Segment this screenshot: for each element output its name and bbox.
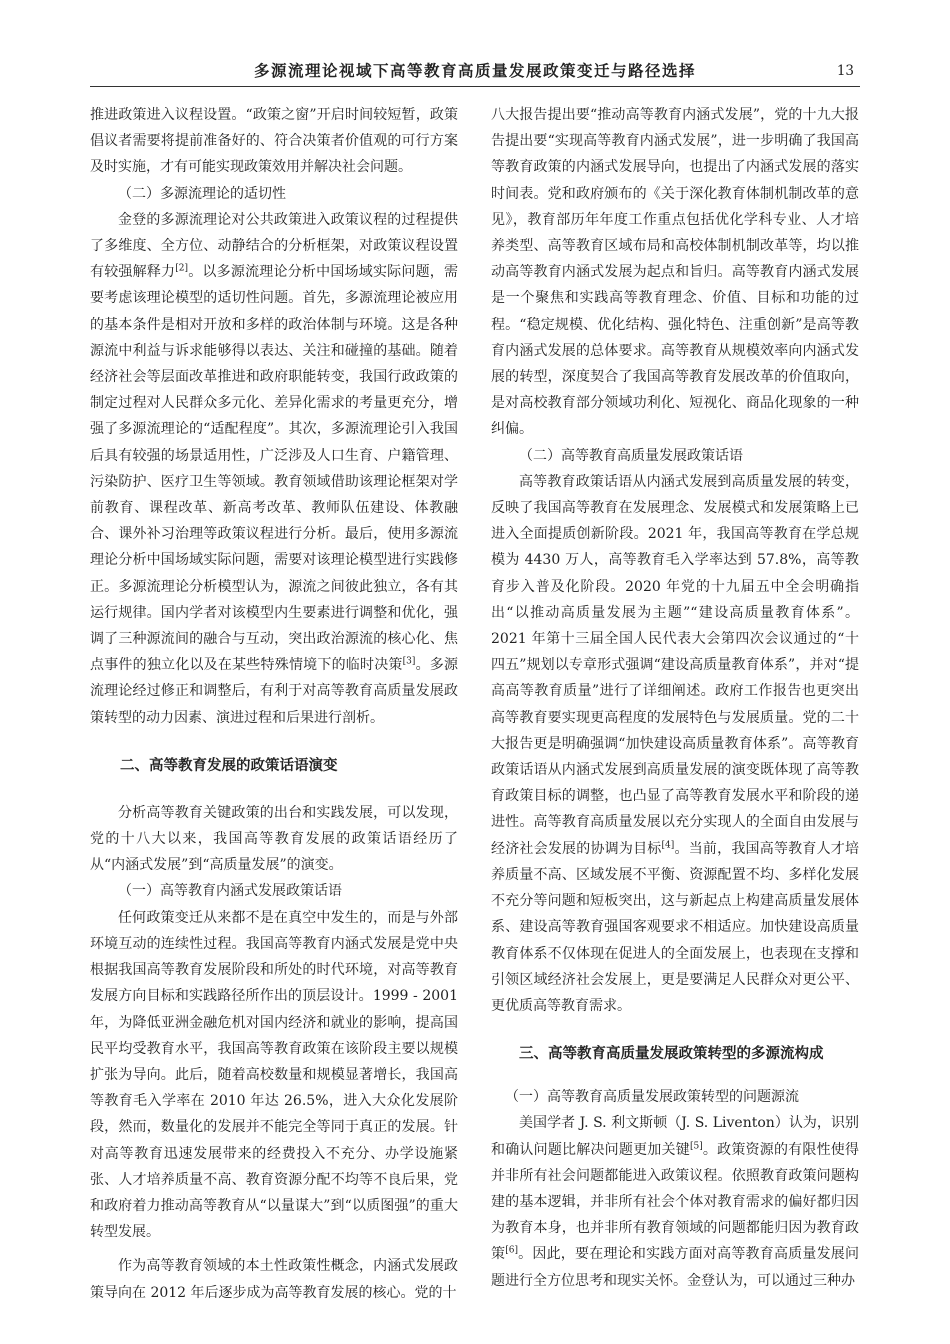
paragraph-text: 。多源流理论经过修正和调整后，有利于对高等教育高质量发展政策转型的动力因素、演进过程和后果进行剖析。 xyxy=(90,657,459,726)
paragraph: 推进政策进入议程设置。“政策之窗”开启时间较短暂，政策倡议者需要将提前准备好的、符合决策者价值观的可行方案及时实施，才有可能实现政策效用并解决社会问题。 xyxy=(90,107,458,176)
subsection-heading: （一）高等教育高质量发展政策转型的问题源流 xyxy=(505,1089,799,1106)
subsection-heading: （一）高等教育内涵式发展政策话语 xyxy=(118,883,342,900)
section-heading: 三、高等教育高质量发展政策转型的多源流构成 xyxy=(519,1046,824,1063)
paragraph xyxy=(491,1110,859,1293)
page-number: 13 xyxy=(836,63,854,79)
paragraph-text: 。以多源流理论分析中国场域实际问题，需要考虑该理论模型的适切性问题。首先，多源流理论被应用的基本条件是相对开放和多样的政治体制与环境。这是各种源流中利益与诉求能够得以表达、关注和碰撞的基础。随着经济社会等层面改革推进和政府职能转变，我国行政政策的制定过程对人民群众多元化、差异化需求的考量更充分，增强了多源流理论的“适配程度”。其次，多源流理论引入我国后具有较强的场景适用性，广泛涉及人口生育、户籍管理、污染防护、医疗卫生等领域。教育领域借助该理论框架对学前教育、课程改革、新高考改革、教师队伍建设、体教融合、课外补习治理等政策议程进行分析。最后，使用多源流理论分析中国场域实际问题，需要对该理论模型进行实践修正。多源流理论分析模型认为，源流之间彼此独立，各有其运行规律。国内学者对该模型内生要素进行调整和优化，强调了三种源流间的融合与互动，突出政治源流的核心化、焦点事件的独立化以及在某些特殊情境下的临时决策 xyxy=(90,264,459,674)
left-column xyxy=(90,102,458,1306)
running-title: 多源流理论视域下高等教育高质量发展政策变迁与路径选择 xyxy=(253,61,696,80)
paragraph xyxy=(90,207,458,731)
paragraph-text: 美国学者 J. S. 利文斯顿（J. S. Liventon）认为，识别和确认问题比解决问题更加关键 xyxy=(491,1115,859,1158)
citation-ref: [2] xyxy=(175,263,189,274)
paragraph: 作为高等教育领域的本土性政策性概念，内涵式发展政策导向在 2012 年后逐步成为高等教育发展的核心。党的十 xyxy=(90,1258,458,1301)
paragraph-text: 高等教育政策话语从内涵式发展到高质量发展的转变，反映了我国高等教育在发展理念、发展模式和发展策略上已进入全面提质创新阶段。2021 年，我国高等教育在学总规模为 4430 万人，高等教育毛入学率达到 57.8%，高等教育步入普及化阶段。2020 年党的十九届五中全会明确指出“以推动高质量发展为主题”“建设高质量教育体系”。2021 年第十三届全国人民代表大会第四次会议通过的“十四五”规划以专章形式强调“建设高质量教育体系”，并对“提高高等教育质量”进行了详细阐述。政府工作报告也更突出高等教育要实现更高程度的发展特色与发展质量。党的二十大报告更是明确强调“加快建设高质量教育体系”。高等教育政策话语从内涵式发展到高质量发展的演变既体现了高等教育政策目标的调整，也凸显了高等教育发展水平和阶段的递进性。高等教育高质量发展以充分实现人的全面自由发展与经济社会发展的协调为目标 xyxy=(491,473,859,857)
citation-ref: [6] xyxy=(505,1245,518,1256)
citation-ref: [5] xyxy=(689,1140,703,1151)
paragraph: 八大报告提出要“推动高等教育内涵式发展”，党的十九大报告提出要“实现高等教育内涵式发展”，进一步明确了我国高等教育政策的内涵式发展导向，也提出了内涵式发展的落实时间表。党和政府颁布的《关于深化教育体制机制改革的意见》，教育部历年年度工作重点包括优化学科专业、人才培养类型、高等教育区域布局和高校体制机制改革等，均以推动高等教育内涵式发展为起点和旨归。高等教育内涵式发展是一个聚焦和实践高等教育理念、价值、目标和功能的过程。“稳定规模、优化结构、强化特色、注重创新”是高等教育内涵式发展的总体要求。高等教育从规模效率向内涵式发展的转型，深度契合了我国高等教育发展改革的价值取向，是对高校教育部分领域功利化、短视化、商品化现象的一种纠偏。 xyxy=(491,107,859,438)
citation-ref: [3] xyxy=(402,656,416,667)
right-column xyxy=(491,102,859,1294)
subsection-heading: （二）高等教育高质量发展政策话语 xyxy=(519,447,743,464)
section-heading: 二、高等教育发展的政策话语演变 xyxy=(120,757,338,774)
paragraph: 任何政策变迁从来都不是在真空中发生的，而是与外部环境互动的连续性过程。我国高等教育内涵式发展是党中央根据我国高等教育发展阶段和所处的时代环境，对高等教育发展方向目标和实践路径所作出的顶层设计。1999 - 2001 年，为降低亚洲金融危机对国内经济和就业的影响，提高国民平均受教育水平，我国高等教育政策在该阶段主要以规模扩张为导向。此后，随着高校数量和规模显著增长，我国高等教育毛入学率在 2010 年达 26.5%，进入大众化发展阶段，然而，数量化的发展并不能完全等同于真正的发展。针对高等教育迅速发展带来的经费投入不充分、办学设施紧张、人才培养质量不高、教育资源分配不均等不良后果，党和政府着力推动高等教育从“以量谋大”到“以质图强”的重大转型发展。 xyxy=(90,909,458,1241)
paragraph: 分析高等教育关键政策的出台和实践发展，可以发现，党的十八大以来，我国高等教育发展的政策话语经历了从“内涵式发展”到“高质量发展”的演变。 xyxy=(90,804,458,874)
header-rule xyxy=(90,86,860,87)
paragraph xyxy=(491,469,859,1019)
running-header xyxy=(90,58,860,88)
paragraph-text: 。因此，要在理论和实践方面对高等教育高质量发展问题进行全方位思考和现实关怀。金登认为，可以通过三种办 xyxy=(491,1246,860,1289)
paragraph-text: 金登的多源流理论对公共政策进入政策议程的过程提供了多维度、全方位、动静结合的分析框架，对政策议程设置有较强解释力 xyxy=(90,211,458,281)
subsection-heading: （二）多源流理论的适切性 xyxy=(118,185,286,202)
paragraph-text: 。政策资源的有限性使得并非所有社会问题都能进入政策议程。依照教育政策问题构建的基本逻辑，并非所有社会个体对教育需求的偏好都归因为教育本身，也并非所有教育领域的问题都能归因为教育政策 xyxy=(491,1141,860,1263)
paragraph-text: 。当前，我国高等教育人才培养质量不高、区域发展不平衡、资源配置不均、多样化发展不充分等问题和短板突出，这与新起点上构建高质量发展体系、建设高等教育强国客观要求不相适应。加快建设高质量教育体系不仅体现在促进人的全面发展上，也表现在支撑和引领区域经济社会发展上，更是要满足人民群众对更公平、更优质高等教育需求。 xyxy=(491,840,860,1014)
citation-ref: [4] xyxy=(661,840,675,851)
